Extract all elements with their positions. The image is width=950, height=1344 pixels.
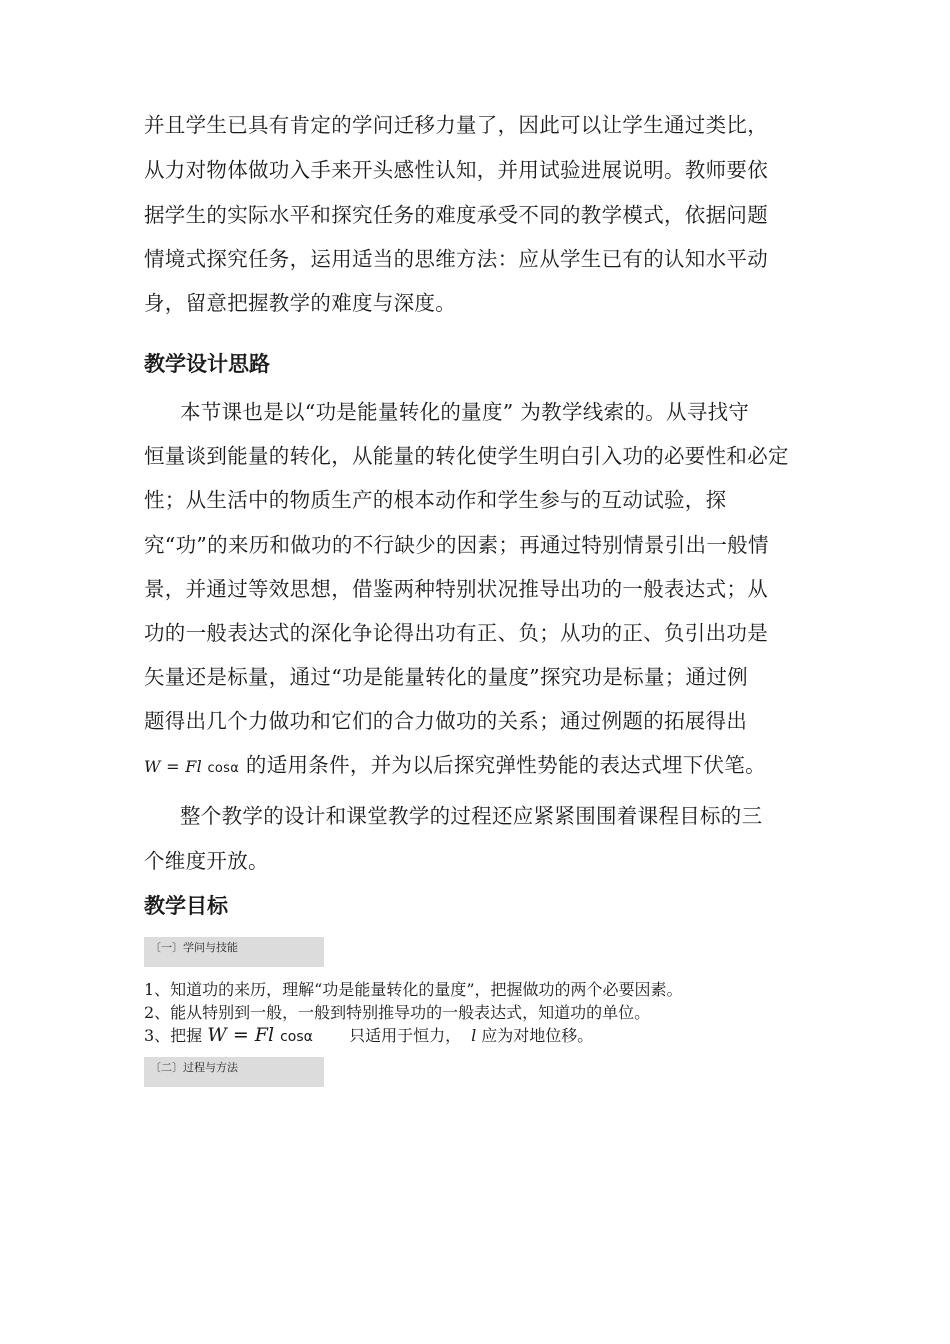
section-label-text: 〔二〕过程与方法 (150, 1061, 238, 1074)
goal-item: 2、能从特别到一般，一般到特别推导功的一般表达式，知道功的单位。 (144, 1003, 651, 1022)
formula-w: W (144, 757, 161, 776)
intro-line: 据学生的实际水平和探究任务的难度承受不同的教学模式，依据问题 (144, 203, 768, 227)
design-line: 个维度开放。 (144, 849, 269, 873)
goal-formula-cos: cosα (280, 1029, 313, 1045)
design-line: 整个教学的设计和课堂教学的过程还应紧紧围围着课程目标的三 (180, 804, 763, 828)
formula-cos: cosα (207, 761, 240, 776)
intro-line: 情境式探究任务，运用适当的思维方法：应从学生已有的认知水平动 (144, 247, 768, 271)
design-line: 功的一般表达式的深化争论得出功有正、负；从功的正、负引出功是 (144, 621, 768, 645)
formula-eq: = Fl (160, 757, 208, 776)
design-line: 题得出几个力做功和它们的合力做功的关系；通过例题的拓展得出 (144, 709, 748, 733)
design-line: 本节课也是以“功是能量转化的量度” 为教学线索的。从寻找守 (180, 400, 750, 424)
intro-line: 并且学生已具有肯定的学问迁移力量了，因此可以让学生通过类比， (144, 113, 768, 137)
design-line: 景，并通过等效思想，借鉴两种特别状况推导出功的一般表达式；从 (144, 577, 768, 601)
section-label (144, 937, 324, 967)
goal-item-prefix: 3、把握 (144, 1026, 208, 1045)
design-line: 究“功”的来历和做功的不行缺少的因素；再通过特别情景引出一般情 (144, 533, 769, 557)
formula-line (144, 748, 766, 778)
goal-item-tail: 应为对地位移。 (476, 1026, 594, 1045)
section-label (144, 1057, 324, 1087)
goal-item-l: l (471, 1026, 477, 1045)
goal-formula: W = Fl (207, 1024, 281, 1046)
design-heading: 教学设计思路 (144, 352, 270, 376)
section-label-text: 〔一〕学问与技能 (150, 941, 238, 954)
goal-item-mid: 只适用于恒力， (338, 1026, 462, 1045)
design-line: 恒量谈到能量的转化，从能量的转化使学生明白引入功的必要性和必定 (144, 444, 789, 468)
intro-line: 从力对物体做功入手来开头感性认知，并用试验进展说明。教师要依 (144, 158, 768, 182)
goal-item: 1、知道功的来历，理解“功是能量转化的量度”，把握做功的两个必要因素。 (144, 980, 683, 999)
design-line: 性；从生活中的物质生产的根本动作和学生参与的互动试验，探 (144, 488, 727, 512)
goals-heading: 教学目标 (144, 894, 228, 918)
design-line: 矢量还是标量，通过“功是能量转化的量度”探究功是标量；通过例 (144, 665, 748, 689)
intro-line: 身，留意把握教学的难度与深度。 (144, 291, 456, 315)
goal-item (144, 1023, 593, 1046)
formula-tail: 的适用条件，并为以后探究弹性势能的表达式埋下伏笔。 (239, 753, 766, 777)
